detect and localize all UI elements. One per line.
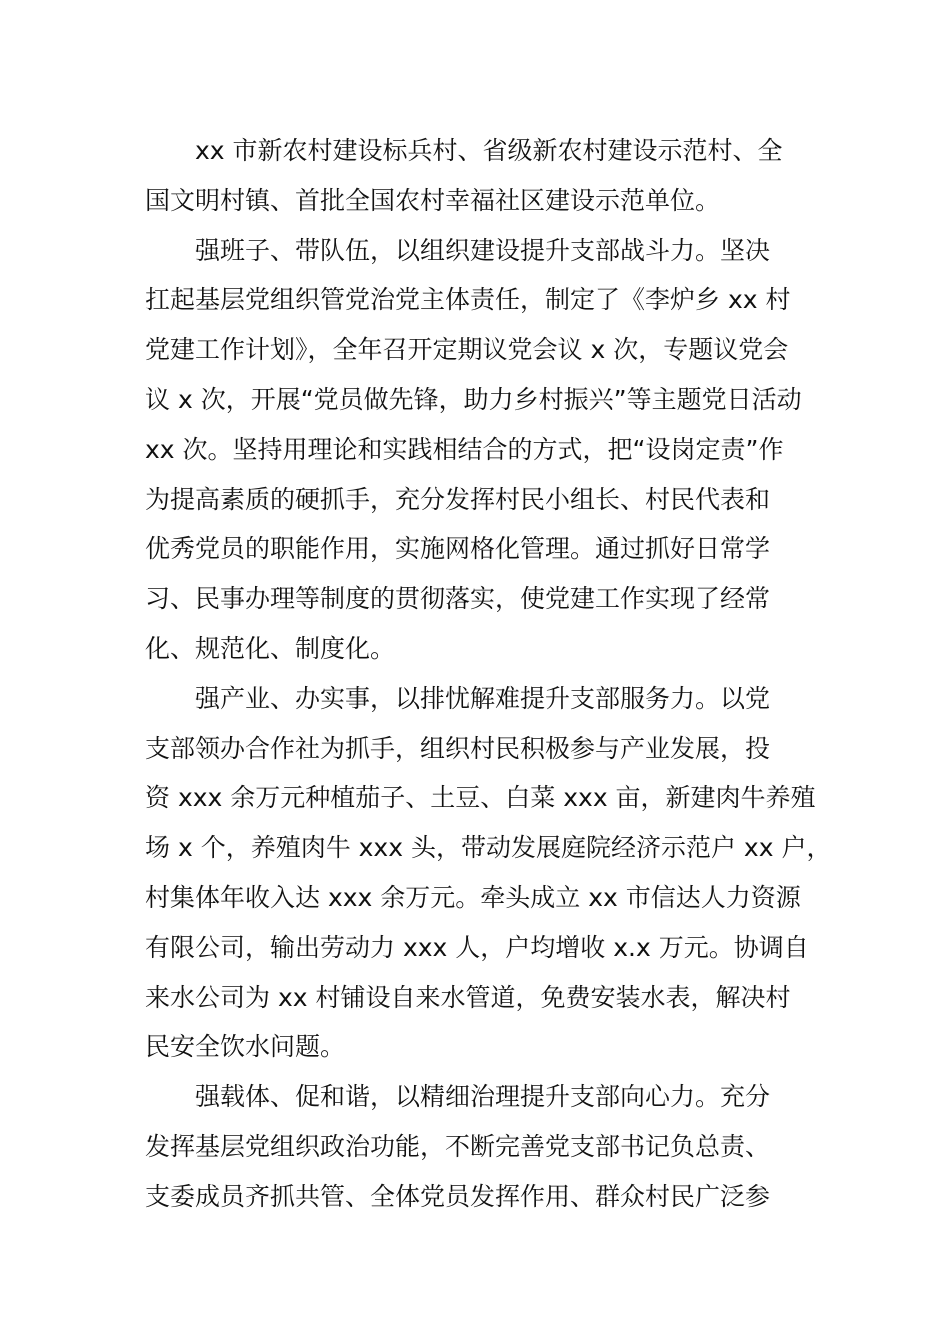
text-line: 习、民事办理等制度的贯彻落实，使党建工作实现了经常 [145,584,771,614]
text-line: 村集体年收入达 xxx 余万元。牵头成立 xx 市信达人力资源 [145,882,801,912]
text-line: 民安全饮水问题。 [145,1032,346,1062]
text-line: 资 xxx 余万元种植茄子、土豆、白菜 xxx 亩，新建肉牛养殖 [145,783,816,813]
text-line: 党建工作计划》，全年召开定期议党会议 x 次，专题议党会 [145,335,789,365]
text-line: 来水公司为 xx 村铺设自来水管道，免费安装水表，解决村 [145,982,791,1012]
text-line: 支部领办合作社为抓手，组织村民积极参与产业发展，投 [145,733,771,763]
text-line: 优秀党员的职能作用，实施网格化管理。通过抓好日常学 [145,534,771,564]
paragraph-start-line: 强班子、带队伍，以组织建设提升支部战斗力。坚决 [195,235,771,265]
text-line: 为提高素质的硬抓手，充分发挥村民小组长、村民代表和 [145,484,771,514]
text-line: 发挥基层党组织政治功能，不断完善党支部书记负总责、 [145,1131,771,1161]
text-line: xx 次。坚持用理论和实践相结合的方式，把“设岗定责”作 [145,434,784,464]
text-line: 场 x 个，养殖肉牛 xxx 头，带动发展庭院经济示范户 xx 户， [145,833,832,863]
text-line: 支委成员齐抓共管、全体党员发挥作用、群众村民广泛参 [145,1181,771,1211]
text-line: 化、规范化、制度化。 [145,633,396,663]
paragraph-start-line: 强载体、促和谐，以精细治理提升支部向心力。充分 [195,1082,771,1112]
text-line: 有限公司，输出劳动力 xxx 人，户均增收 x.x 万元。协调自 [145,932,809,962]
text-line: 议 x 次，开展“党员做先锋，助力乡村振兴”等主题党日活动 [145,384,802,414]
text-line: 扛起基层党组织管党治党主体责任，制定了《李炉乡 xx 村 [145,285,791,315]
text-line: xx 市新农村建设标兵村、省级新农村建设示范村、全 [195,136,783,165]
paragraph-start-line: 强产业、办实事，以排忧解难提升支部服务力。以党 [195,683,771,713]
body-text [145,126,832,1222]
text-line: 国文明村镇、首批全国农村幸福社区建设示范单位。 [145,185,721,215]
